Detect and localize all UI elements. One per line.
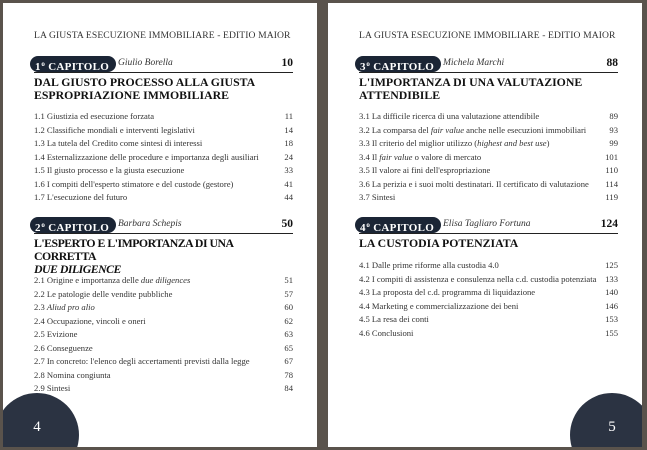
chapter-2[interactable]	[34, 217, 293, 276]
toc-entry[interactable]: 2.7 In concreto: l'elenco degli accertamenti previsti dalla legge 67	[34, 355, 293, 369]
toc-page-number: 84	[284, 383, 293, 393]
toc-entry[interactable]: 2.2 Le patologie delle vendite pubbliche 57	[34, 288, 293, 302]
chapter-header	[359, 56, 618, 73]
chapter-1-toc	[34, 110, 293, 205]
toc-page-number: 24	[284, 151, 293, 162]
toc-page-number: 51	[284, 275, 293, 285]
toc-entry[interactable]: 1.3 La tutela del Credito come sintesi di interessi 18	[34, 137, 293, 151]
toc-entry[interactable]: 1.6 I compiti dell'esperto stimatore e del custode (gestore) 41	[34, 178, 293, 192]
chapter-page-number: 124	[600, 218, 618, 230]
toc-page-number: 33	[284, 165, 293, 175]
chapter-4-toc	[359, 259, 618, 340]
toc-page-number: 63	[284, 329, 293, 339]
toc-entry[interactable]: 4.4 Marketing e commercializzazione dei beni 146	[359, 300, 618, 314]
toc-page-number: 119	[605, 192, 618, 202]
toc-page-number: 133	[605, 273, 618, 284]
chapter-badge	[355, 56, 441, 72]
ordinal-suffix: o	[41, 221, 46, 229]
right-page	[328, 3, 642, 447]
toc-entry[interactable]: 3.7 Sintesi 119	[359, 191, 618, 205]
toc-page-number: 60	[284, 302, 293, 312]
chapter-4[interactable]	[359, 217, 618, 250]
toc-entry[interactable]: 2.9 Sintesi 84	[34, 382, 293, 396]
toc-page-number: 78	[284, 369, 293, 380]
chapter-number: 1	[35, 61, 41, 73]
chapter-number: 3	[360, 61, 366, 73]
chapter-label: CAPITOLO	[373, 222, 435, 234]
folio-badge	[3, 393, 79, 447]
toc-page-number: 146	[605, 300, 618, 311]
toc-entry[interactable]: 1.4 Esternalizzazione delle procedure e importanza degli ausiliari 24	[34, 151, 293, 165]
toc-page-number: 89	[609, 111, 618, 121]
toc-page-number: 93	[609, 124, 618, 135]
chapter-author: Elisa Tagliaro Fortuna	[443, 219, 531, 229]
left-page	[3, 3, 317, 447]
toc-page-number: 101	[605, 151, 618, 162]
ordinal-suffix: o	[366, 221, 371, 229]
chapter-title-italic: DUE DILIGENCE	[34, 262, 121, 276]
chapter-title: DAL GIUSTO PROCESSO ALLA GIUSTA ESPROPRIAZIONE IMMOBILIARE	[34, 75, 255, 102]
toc-entry[interactable]: 1.1 Giustizia ed esecuzione forzata 11	[34, 110, 293, 124]
chapter-number: 4	[360, 222, 366, 234]
toc-entry[interactable]: 1.7 L'esecuzione del futuro 44	[34, 191, 293, 205]
chapter-badge	[30, 56, 116, 72]
page-number: 5	[608, 419, 616, 435]
folio-badge	[570, 393, 642, 447]
chapter-header	[359, 217, 618, 234]
chapter-title: L'IMPORTANZA DI UNA VALUTAZIONE ATTENDIBILE	[359, 75, 583, 102]
chapter-badge	[355, 217, 441, 233]
toc-entry[interactable]: 3.5 Il valore ai fini dell'espropriazione 110	[359, 164, 618, 178]
toc-entry[interactable]: 4.6 Conclusioni 155	[359, 327, 618, 341]
toc-page-number: 18	[284, 138, 293, 148]
running-head: LA GIUSTA ESECUZIONE IMMOBILIARE - EDITIO MAIOR	[34, 30, 291, 41]
chapter-3-toc	[359, 110, 618, 205]
toc-page-number: 62	[284, 315, 293, 326]
toc-page-number: 99	[609, 138, 618, 148]
chapter-1[interactable]	[34, 56, 293, 102]
chapter-page-number: 10	[281, 57, 293, 69]
chapter-author: Michela Marchi	[443, 58, 505, 68]
toc-entry[interactable]: 3.3 Il criterio del miglior utilizzo (highest and best use) 99	[359, 137, 618, 151]
chapter-3[interactable]	[359, 56, 618, 102]
toc-page-number: 110	[605, 165, 618, 175]
chapter-badge	[30, 217, 116, 233]
toc-entry[interactable]: 1.5 Il giusto processo e la giusta esecuzione 33	[34, 164, 293, 178]
toc-entry[interactable]: 2.6 Conseguenze 65	[34, 342, 293, 356]
toc-entry[interactable]: 2.5 Evizione 63	[34, 328, 293, 342]
toc-page-number: 125	[605, 260, 618, 270]
toc-page-number: 44	[284, 192, 293, 202]
toc-entry[interactable]: 3.2 La comparsa del fair value anche nelle esecuzioni immobiliari 93	[359, 124, 618, 138]
toc-entry[interactable]: 4.2 I compiti di assistenza e consulenza nella c.d. custodia potenziata 133	[359, 273, 618, 287]
chapter-header	[34, 217, 293, 234]
chapter-page-number: 50	[281, 218, 293, 230]
chapter-title	[34, 237, 293, 276]
toc-entry[interactable]: 4.1 Dalle prime riforme alla custodia 4.0 125	[359, 259, 618, 273]
toc-entry[interactable]: 3.6 La perizia e i suoi molti destinatari. Il certificato di valutazione 114	[359, 178, 618, 192]
toc-page-number: 11	[284, 111, 293, 121]
toc-entry[interactable]: 2.8 Nomina congiunta 78	[34, 369, 293, 383]
toc-entry[interactable]: 2.4 Occupazione, vincoli e oneri 62	[34, 315, 293, 329]
ordinal-suffix: o	[41, 60, 46, 68]
toc-entry[interactable]: 4.5 La resa dei conti 153	[359, 313, 618, 327]
toc-page-number: 65	[284, 342, 293, 353]
toc-page-number: 114	[605, 178, 618, 189]
chapter-number: 2	[35, 222, 41, 234]
toc-entry[interactable]: 1.2 Classifiche mondiali e interventi legislativi 14	[34, 124, 293, 138]
toc-entry[interactable]: 3.1 La difficile ricerca di una valutazione attendibile 89	[359, 110, 618, 124]
toc-entry[interactable]: 3.4 Il fair value o valore di mercato 101	[359, 151, 618, 165]
toc-page-number: 14	[284, 124, 293, 135]
chapter-title-text: L'ESPERTO E L'IMPORTANZA DI UNA CORRETTA	[34, 236, 233, 263]
toc-page-number: 41	[284, 178, 293, 189]
chapter-label: CAPITOLO	[373, 61, 435, 73]
chapter-page-number: 88	[606, 57, 618, 69]
chapter-label: CAPITOLO	[48, 61, 110, 73]
toc-page-number: 57	[284, 288, 293, 299]
ordinal-suffix: o	[366, 60, 371, 68]
chapter-author: Giulio Borella	[118, 58, 173, 68]
toc-page-number: 153	[605, 314, 618, 324]
chapter-author: Barbara Schepis	[118, 219, 182, 229]
chapter-title: LA CUSTODIA POTENZIATA	[359, 236, 519, 250]
toc-entry[interactable]: 2.3 Aliud pro alio 60	[34, 301, 293, 315]
toc-page-number: 67	[284, 356, 293, 366]
chapter-2-toc	[34, 274, 293, 396]
chapter-header	[34, 56, 293, 73]
chapter-label: CAPITOLO	[48, 222, 110, 234]
page-number: 4	[33, 419, 41, 435]
running-head: LA GIUSTA ESECUZIONE IMMOBILIARE - EDITIO MAIOR	[359, 30, 616, 41]
toc-page-number: 155	[605, 327, 618, 338]
toc-entry[interactable]: 2.1 Origine e importanza delle due diligences 51	[34, 274, 293, 288]
toc-page-number: 140	[605, 287, 618, 297]
toc-entry[interactable]: 4.3 La proposta del c.d. programma di liquidazione 140	[359, 286, 618, 300]
